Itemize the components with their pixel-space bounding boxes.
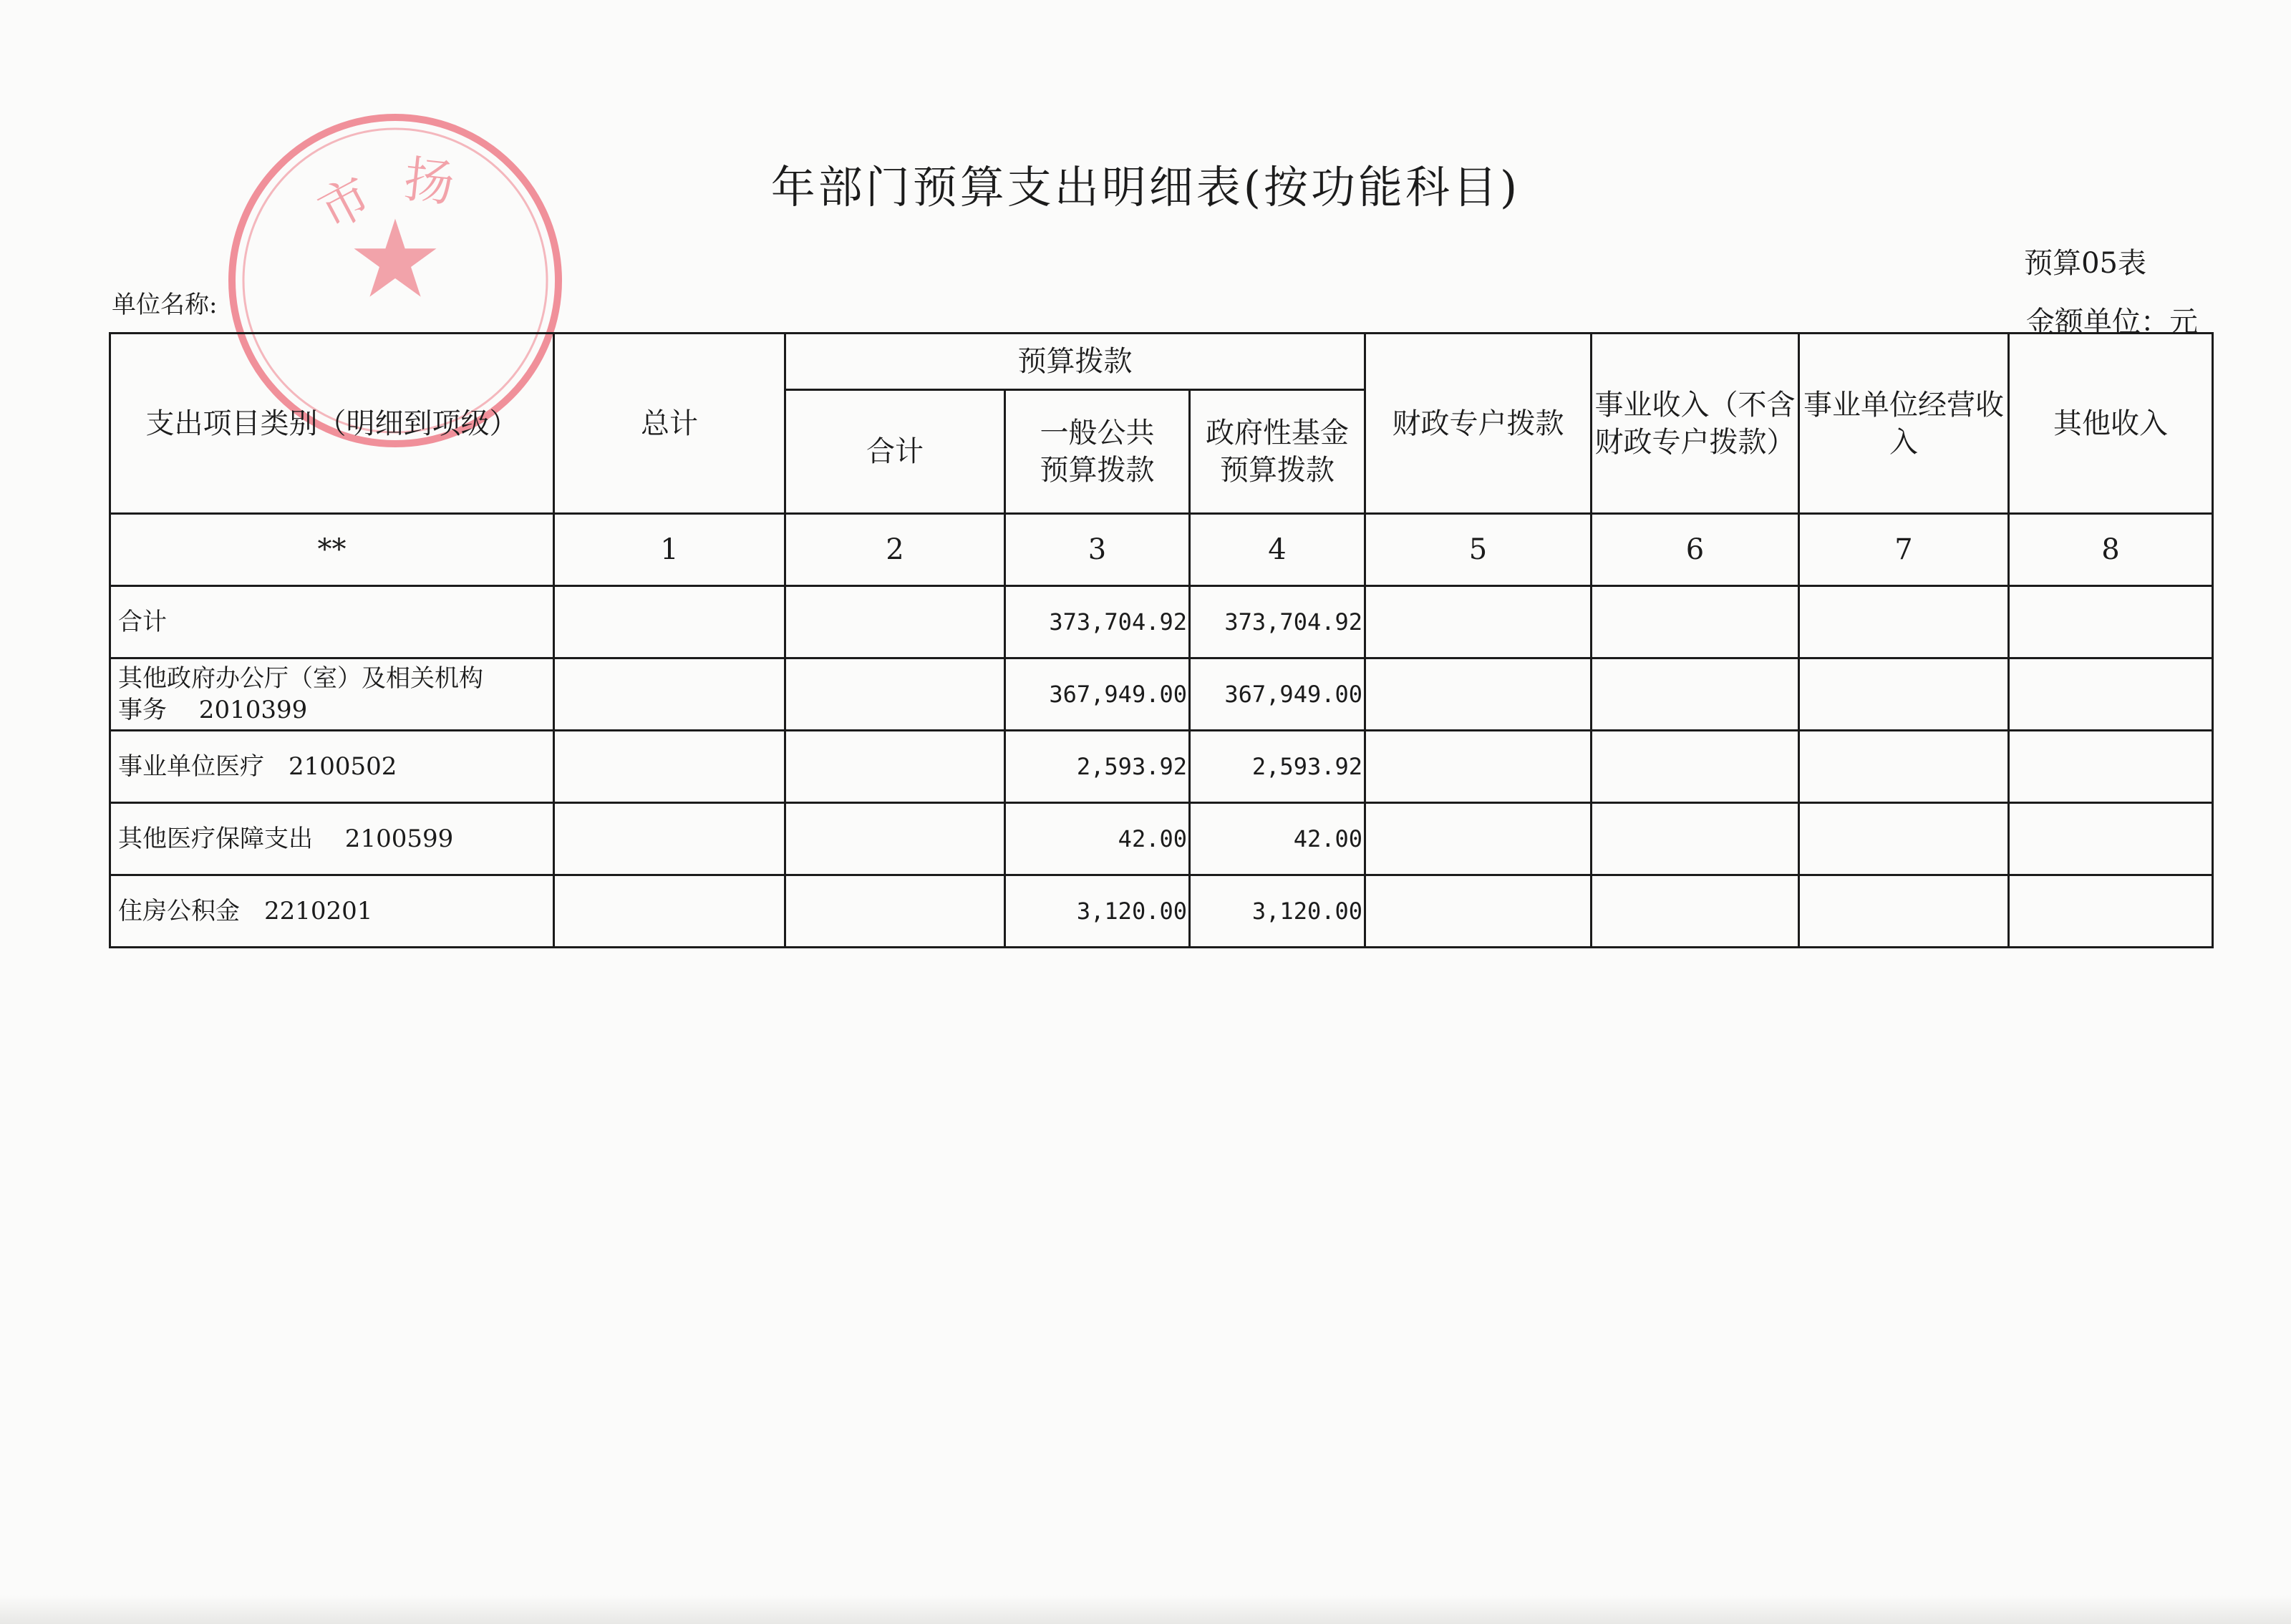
amount-unit-label: 金额单位：元 <box>2026 306 2198 339</box>
row-item-cell: 事业单位医疗 2100502 <box>110 731 554 803</box>
row-amount-cell <box>1365 875 1592 948</box>
header-fiscal-special: 财政专户拨款 <box>1365 334 1592 514</box>
row-amount-cell <box>785 731 1005 803</box>
row-amount-cell: 2,593.92 <box>1190 731 1365 803</box>
row-item-cell: 住房公积金 2210201 <box>110 875 554 948</box>
row-amount-cell <box>2009 731 2213 803</box>
row-amount-cell <box>554 875 785 948</box>
header-gov-fund: 政府性基金 预算拨款 <box>1190 390 1365 514</box>
header-item-category: 支出项目类别（明细到项级） <box>110 334 554 514</box>
row-amount-cell <box>1365 658 1592 731</box>
row-amount-cell: 3,120.00 <box>1190 875 1365 948</box>
row-amount-cell <box>785 586 1005 658</box>
row-amount-cell <box>1799 731 2009 803</box>
row-amount-cell <box>554 803 785 875</box>
row-amount-cell <box>2009 586 2213 658</box>
index-cell: 6 <box>1592 514 1799 586</box>
row-amount-cell <box>554 586 785 658</box>
index-cell: 8 <box>2009 514 2213 586</box>
svg-text:★: ★ <box>347 198 444 322</box>
page-edge-shadow <box>0 1595 2291 1624</box>
row-amount-cell <box>1799 586 2009 658</box>
row-amount-cell <box>1799 658 2009 731</box>
row-amount-cell <box>1592 875 1799 948</box>
row-amount-cell <box>2009 803 2213 875</box>
budget-expenditure-table <box>109 332 2214 948</box>
header-general-public: 一般公共 预算拨款 <box>1005 390 1190 514</box>
row-amount-cell <box>1799 803 2009 875</box>
header-other-income: 其他收入 <box>2009 334 2213 514</box>
row-amount-cell: 42.00 <box>1190 803 1365 875</box>
form-code: 预算05表 <box>2024 247 2146 280</box>
row-amount-cell <box>2009 658 2213 731</box>
table-row <box>110 586 2213 658</box>
row-amount-cell: 2,593.92 <box>1005 731 1190 803</box>
index-cell: 3 <box>1005 514 1190 586</box>
index-cell: ** <box>110 514 554 586</box>
row-amount-cell <box>1592 658 1799 731</box>
row-amount-cell <box>1592 586 1799 658</box>
header-budget-allocation: 预算拨款 <box>785 334 1365 390</box>
index-cell: 4 <box>1190 514 1365 586</box>
row-amount-cell: 42.00 <box>1005 803 1190 875</box>
header-business-operating: 事业单位经营收入 <box>1799 334 2009 514</box>
table-row <box>110 658 2213 731</box>
row-amount-cell <box>1592 803 1799 875</box>
row-amount-cell: 373,704.92 <box>1005 586 1190 658</box>
row-amount-cell <box>1365 803 1592 875</box>
index-cell: 1 <box>554 514 785 586</box>
row-amount-cell <box>1592 731 1799 803</box>
row-item-cell: 其他医疗保障支出 2100599 <box>110 803 554 875</box>
header-business-income: 事业收入（不含财政专户拨款） <box>1592 334 1799 514</box>
table-row <box>110 731 2213 803</box>
table-row <box>110 875 2213 948</box>
row-amount-cell <box>554 731 785 803</box>
unit-name-label: 单位名称: <box>112 291 218 319</box>
row-amount-cell <box>1365 731 1592 803</box>
row-item-cell: 合计 <box>110 586 554 658</box>
row-amount-cell <box>1365 586 1592 658</box>
row-amount-cell <box>2009 875 2213 948</box>
row-amount-cell <box>554 658 785 731</box>
row-amount-cell: 367,949.00 <box>1005 658 1190 731</box>
row-amount-cell <box>785 803 1005 875</box>
row-amount-cell: 3,120.00 <box>1005 875 1190 948</box>
row-amount-cell: 373,704.92 <box>1190 586 1365 658</box>
column-index-row <box>110 514 2213 586</box>
row-item-cell: 其他政府办公厅（室）及相关机构 事务 2010399 <box>110 658 554 731</box>
svg-text:市: 市 <box>309 165 381 242</box>
row-amount-cell <box>785 658 1005 731</box>
index-cell: 2 <box>785 514 1005 586</box>
page-title: 年部门预算支出明细表(按功能科目) <box>770 161 1521 213</box>
table-row <box>110 803 2213 875</box>
row-amount-cell <box>1799 875 2009 948</box>
index-cell: 5 <box>1365 514 1592 586</box>
svg-text:扬: 扬 <box>401 150 457 214</box>
header-total: 总计 <box>554 334 785 514</box>
row-amount-cell: 367,949.00 <box>1190 658 1365 731</box>
header-subtotal: 合计 <box>785 390 1005 514</box>
row-amount-cell <box>785 875 1005 948</box>
index-cell: 7 <box>1799 514 2009 586</box>
